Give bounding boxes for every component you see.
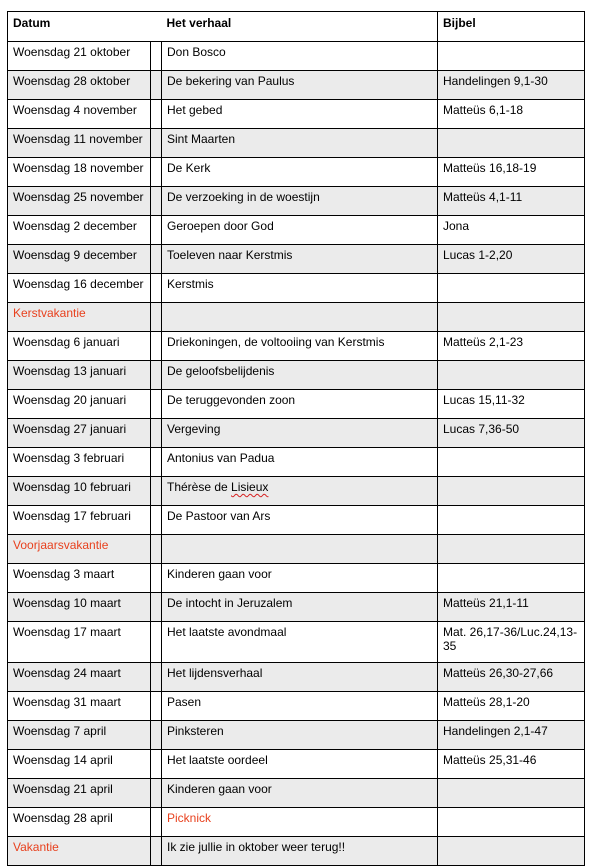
date-cell: Woensdag 3 februari xyxy=(8,448,151,477)
table-row xyxy=(8,390,585,419)
gap-cell xyxy=(151,750,162,779)
bible-cell: Matteüs 4,1-11 xyxy=(438,187,585,216)
bible-cell xyxy=(438,361,585,390)
story-cell: Vergeving xyxy=(162,419,438,448)
table-row xyxy=(8,129,585,158)
date-cell: Woensdag 6 januari xyxy=(8,332,151,361)
gap-cell xyxy=(151,663,162,692)
story-cell: Don Bosco xyxy=(162,42,438,71)
bible-cell: Mat. 26,17-36/Luc.24,13-35 xyxy=(438,622,585,663)
bible-cell: Lucas 7,36-50 xyxy=(438,419,585,448)
story-cell: Antonius van Padua xyxy=(162,448,438,477)
date-cell: Woensdag 24 maart xyxy=(8,663,151,692)
header-bible: Bijbel xyxy=(438,12,585,42)
gap-cell xyxy=(151,187,162,216)
table-row xyxy=(8,663,585,692)
gap-cell xyxy=(151,42,162,71)
table-row xyxy=(8,274,585,303)
story-cell: Kinderen gaan voor xyxy=(162,564,438,593)
gap-cell xyxy=(151,71,162,100)
table-row xyxy=(8,721,585,750)
date-cell: Woensdag 16 december xyxy=(8,274,151,303)
gap-cell xyxy=(151,535,162,564)
table-row xyxy=(8,216,585,245)
date-cell: Woensdag 28 april xyxy=(8,808,151,837)
bible-cell xyxy=(438,837,585,866)
story-cell: De verzoeking in de woestijn xyxy=(162,187,438,216)
gap-cell xyxy=(151,274,162,303)
story-cell: Geroepen door God xyxy=(162,216,438,245)
holiday-label: Voorjaarsvakantie xyxy=(8,535,151,564)
story-cell: Pasen xyxy=(162,692,438,721)
story-cell: De intocht in Jeruzalem xyxy=(162,593,438,622)
story-cell: Pinksteren xyxy=(162,721,438,750)
date-cell: Woensdag 14 april xyxy=(8,750,151,779)
bible-cell xyxy=(438,535,585,564)
gap-cell xyxy=(151,506,162,535)
bible-cell xyxy=(438,274,585,303)
story-cell: De teruggevonden zoon xyxy=(162,390,438,419)
holiday-label: Kerstvakantie xyxy=(8,303,151,332)
table-row xyxy=(8,187,585,216)
date-cell: Woensdag 27 januari xyxy=(8,419,151,448)
table-row xyxy=(8,750,585,779)
story-cell: Het laatste oordeel xyxy=(162,750,438,779)
date-cell: Woensdag 17 februari xyxy=(8,506,151,535)
story-cell: De Kerk xyxy=(162,158,438,187)
table-row-holiday xyxy=(8,837,585,866)
table-row xyxy=(8,622,585,663)
bible-cell xyxy=(438,129,585,158)
story-cell: De bekering van Paulus xyxy=(162,71,438,100)
gap-cell xyxy=(151,692,162,721)
bible-cell xyxy=(438,564,585,593)
table-row xyxy=(8,419,585,448)
table-row xyxy=(8,158,585,187)
story-cell: Sint Maarten xyxy=(162,129,438,158)
header-gap xyxy=(151,12,162,42)
gap-cell xyxy=(151,332,162,361)
bible-cell: Matteüs 26,30-27,66 xyxy=(438,663,585,692)
story-cell: De geloofsbelijdenis xyxy=(162,361,438,390)
gap-cell xyxy=(151,216,162,245)
bible-cell: Matteüs 2,1-23 xyxy=(438,332,585,361)
table-row xyxy=(8,100,585,129)
date-cell: Woensdag 28 oktober xyxy=(8,71,151,100)
gap-cell xyxy=(151,448,162,477)
date-cell: Woensdag 4 november xyxy=(8,100,151,129)
date-cell: Woensdag 7 april xyxy=(8,721,151,750)
story-cell: De Pastoor van Ars xyxy=(162,506,438,535)
bible-cell xyxy=(438,303,585,332)
gap-cell xyxy=(151,837,162,866)
date-cell: Woensdag 9 december xyxy=(8,245,151,274)
bible-cell xyxy=(438,42,585,71)
table-row xyxy=(8,361,585,390)
table-row xyxy=(8,506,585,535)
header-date: Datum xyxy=(8,12,151,42)
story-cell: Het lijdensverhaal xyxy=(162,663,438,692)
story-cell: Ik zie jullie in oktober weer terug!! xyxy=(162,837,438,866)
table-row-holiday xyxy=(8,535,585,564)
bible-cell: Matteüs 6,1-18 xyxy=(438,100,585,129)
gap-cell xyxy=(151,622,162,663)
bible-cell: Handelingen 2,1-47 xyxy=(438,721,585,750)
story-cell-highlight: Picknick xyxy=(162,808,438,837)
story-cell: Kinderen gaan voor xyxy=(162,779,438,808)
bible-cell xyxy=(438,477,585,506)
story-cell: Kerstmis xyxy=(162,274,438,303)
table-row xyxy=(8,692,585,721)
table-row xyxy=(8,564,585,593)
table-row xyxy=(8,245,585,274)
table-row xyxy=(8,779,585,808)
bible-cell: Lucas 1-2,20 xyxy=(438,245,585,274)
gap-cell xyxy=(151,129,162,158)
holiday-label: Vakantie xyxy=(8,837,151,866)
bible-cell: Matteüs 28,1-20 xyxy=(438,692,585,721)
date-cell: Woensdag 20 januari xyxy=(8,390,151,419)
table-row xyxy=(8,448,585,477)
bible-cell: Matteüs 16,18-19 xyxy=(438,158,585,187)
gap-cell xyxy=(151,419,162,448)
date-cell: Woensdag 10 februari xyxy=(8,477,151,506)
table-header-row xyxy=(8,12,585,42)
date-cell: Woensdag 11 november xyxy=(8,129,151,158)
table-row xyxy=(8,332,585,361)
bible-cell xyxy=(438,448,585,477)
date-cell: Woensdag 10 maart xyxy=(8,593,151,622)
table-row-holiday xyxy=(8,303,585,332)
gap-cell xyxy=(151,593,162,622)
gap-cell xyxy=(151,245,162,274)
header-story: Het verhaal xyxy=(162,12,438,42)
story-cell: Toeleven naar Kerstmis xyxy=(162,245,438,274)
date-cell: Woensdag 2 december xyxy=(8,216,151,245)
gap-cell xyxy=(151,779,162,808)
date-cell: Woensdag 13 januari xyxy=(8,361,151,390)
bible-cell xyxy=(438,808,585,837)
story-cell xyxy=(162,477,438,506)
story-cell xyxy=(162,303,438,332)
story-text: Thérèse de xyxy=(167,480,232,494)
gap-cell xyxy=(151,100,162,129)
bible-cell: Matteüs 21,1-11 xyxy=(438,593,585,622)
date-cell: Woensdag 3 maart xyxy=(8,564,151,593)
table-row xyxy=(8,808,585,837)
date-cell: Woensdag 21 april xyxy=(8,779,151,808)
gap-cell xyxy=(151,390,162,419)
gap-cell xyxy=(151,361,162,390)
date-cell: Woensdag 25 november xyxy=(8,187,151,216)
date-cell: Woensdag 21 oktober xyxy=(8,42,151,71)
bible-cell: Handelingen 9,1-30 xyxy=(438,71,585,100)
gap-cell xyxy=(151,158,162,187)
date-cell: Woensdag 17 maart xyxy=(8,622,151,663)
story-cell xyxy=(162,535,438,564)
bible-cell: Matteüs 25,31-46 xyxy=(438,750,585,779)
table-row xyxy=(8,593,585,622)
bible-cell: Lucas 15,11-32 xyxy=(438,390,585,419)
gap-cell xyxy=(151,564,162,593)
table-row xyxy=(8,477,585,506)
bible-cell xyxy=(438,506,585,535)
gap-cell xyxy=(151,303,162,332)
bible-cell: Jona xyxy=(438,216,585,245)
story-cell: Het gebed xyxy=(162,100,438,129)
bible-cell xyxy=(438,779,585,808)
schedule-table xyxy=(7,11,585,866)
date-cell: Woensdag 18 november xyxy=(8,158,151,187)
gap-cell xyxy=(151,808,162,837)
gap-cell xyxy=(151,477,162,506)
table-row xyxy=(8,71,585,100)
table-row xyxy=(8,42,585,71)
story-cell: Driekoningen, de voltooiing van Kerstmis xyxy=(162,332,438,361)
gap-cell xyxy=(151,721,162,750)
story-cell: Het laatste avondmaal xyxy=(162,622,438,663)
spellcheck-flagged-word: Lisieux xyxy=(231,480,269,494)
date-cell: Woensdag 31 maart xyxy=(8,692,151,721)
